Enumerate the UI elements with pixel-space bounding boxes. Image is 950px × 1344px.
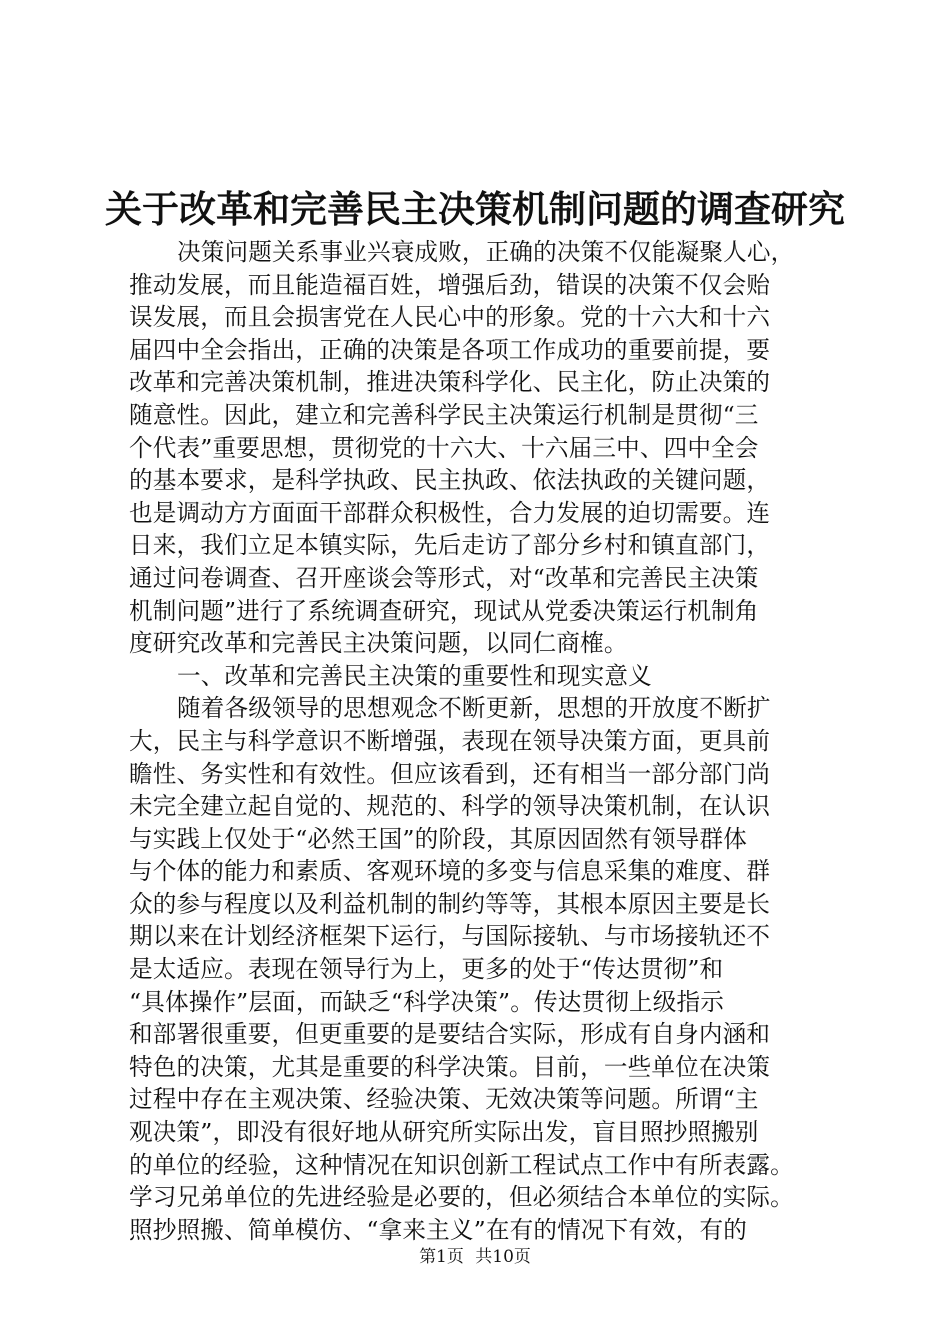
body-line: 大，民主与科学意识不断增强，表现在领导决策方面，更具前 xyxy=(129,726,771,755)
body-line: 过程中存在主观决策、经验决策、无效决策等问题。所谓“主 xyxy=(129,1085,759,1114)
section-heading: 一、改革和完善民主决策的重要性和现实意义 xyxy=(177,661,652,690)
body-line: 众的参与程度以及利益机制的制约等等，其根本原因主要是长 xyxy=(129,889,771,918)
body-line: 随着各级领导的思想观念不断更新，思想的开放度不断扩 xyxy=(177,694,771,723)
body-line: 学习兄弟单位的先进经验是必要的，但必须结合本单位的实际。 xyxy=(129,1183,794,1212)
document-body xyxy=(129,236,829,1246)
body-line: 和部署很重要，但更重要的是要结合实际，形成有自身内涵和 xyxy=(129,1020,771,1049)
page-number: 第1页 xyxy=(419,1247,464,1267)
body-line: “具体操作”层面，而缺乏“科学决策”。传达贯彻上级指示 xyxy=(129,987,724,1016)
body-line: 个代表”重要思想，贯彻党的十六大、十六届三中、四中全会 xyxy=(129,433,759,462)
body-line: 通过问卷调查、召开座谈会等形式，对“改革和完善民主决策 xyxy=(129,563,759,592)
body-line: 随意性。因此，建立和完善科学民主决策运行机制是贯彻“三 xyxy=(129,400,759,429)
body-line: 是太适应。表现在领导行为上，更多的处于“传达贯彻”和 xyxy=(129,955,724,984)
body-line: 特色的决策，尤其是重要的科学决策。目前，一些单位在决策 xyxy=(129,1052,771,1081)
body-line: 度研究改革和完善民主决策问题，以同仁商榷。 xyxy=(129,629,628,658)
body-line: 未完全建立起自觉的、规范的、科学的领导决策机制，在认识 xyxy=(129,792,771,821)
page-footer xyxy=(0,1246,950,1268)
body-line: 观决策”，即没有很好地从研究所实际出发，盲目照抄照搬别 xyxy=(129,1118,759,1147)
body-line: 推动发展，而且能造福百姓，增强后劲，错误的决策不仅会贻 xyxy=(129,270,771,299)
body-line: 照抄照搬、简单模仿、“拿来主义”在有的情况下有效，有的 xyxy=(129,1215,748,1244)
body-line: 的单位的经验，这种情况在知识创新工程试点工作中有所表露。 xyxy=(129,1150,794,1179)
body-line: 瞻性、务实性和有效性。但应该看到，还有相当一部分部门尚 xyxy=(129,759,771,788)
body-line: 误发展，而且会损害党在人民心中的形象。党的十六大和十六 xyxy=(129,303,771,332)
body-line: 改革和完善决策机制，推进决策科学化、民主化，防止决策的 xyxy=(129,368,771,397)
body-line: 的基本要求，是科学执政、民主执政、依法执政的关键问题， xyxy=(129,466,771,495)
body-line: 与实践上仅处于“必然王国”的阶段，其原因固然有领导群体 xyxy=(129,824,748,853)
body-line: 机制问题”进行了系统调查研究，现试从党委决策运行机制角 xyxy=(129,596,759,625)
body-line: 决策问题关系事业兴衰成败，正确的决策不仅能凝聚人心， xyxy=(177,238,795,266)
document-title: 关于改革和完善民主决策机制问题的调查研究 xyxy=(105,187,845,231)
body-line: 日来，我们立足本镇实际，先后走访了部分乡村和镇直部门， xyxy=(129,531,771,560)
page-total: 共10页 xyxy=(475,1247,531,1267)
body-line: 也是调动方方面面干部群众积极性，合力发展的迫切需要。连 xyxy=(129,498,771,527)
body-line: 期以来在计划经济框架下运行，与国际接轨、与市场接轨还不 xyxy=(129,922,771,951)
body-line: 届四中全会指出，正确的决策是各项工作成功的重要前提，要 xyxy=(129,335,771,364)
body-line: 与个体的能力和素质、客观环境的多变与信息采集的难度、群 xyxy=(129,857,771,886)
